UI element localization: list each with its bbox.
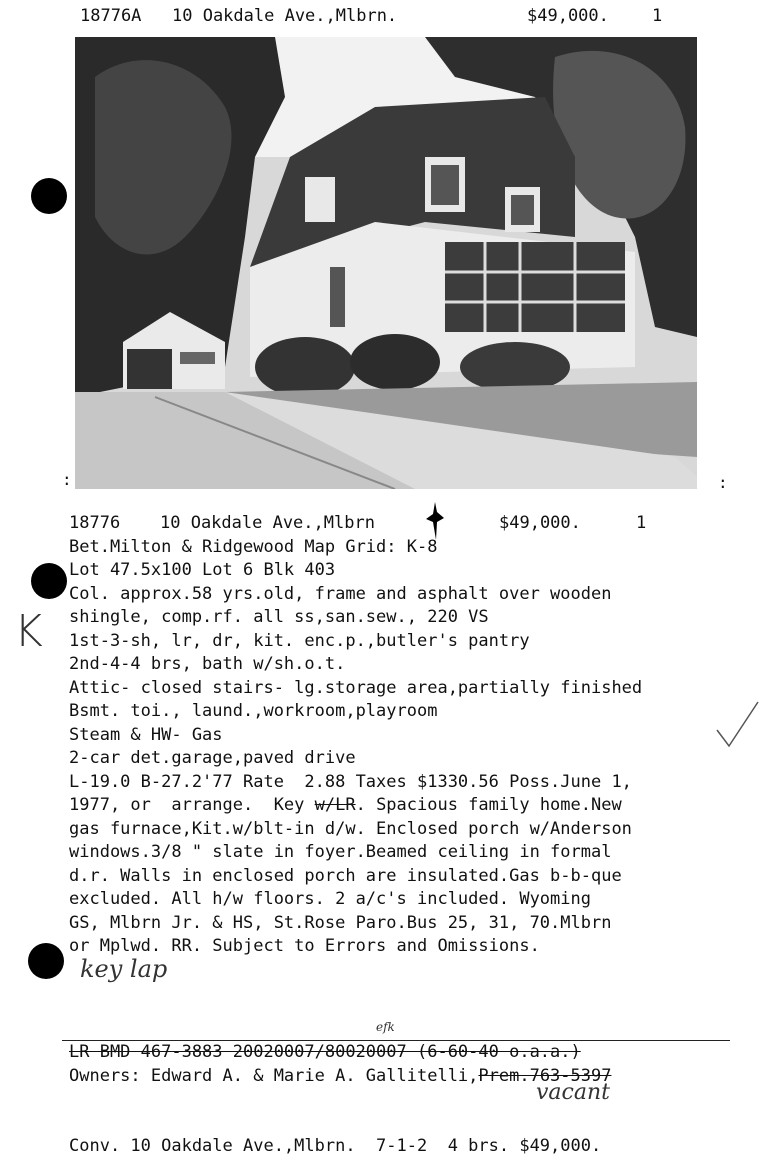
binder-hole (31, 178, 67, 214)
text-line: excluded. All h/w floors. 2 a/c's included. Wyoming (69, 889, 591, 909)
conv-line: Conv. 10 Oakdale Ave.,Mlbrn. 7-1-2 4 brs. $49,000. (69, 1136, 602, 1156)
text-line (69, 795, 622, 815)
text-line: Bet.Milton & Ridgewood Map Grid: K-8 (69, 537, 438, 557)
text-line: or Mplwd. RR. Subject to Errors and Omissions. (69, 936, 540, 956)
struck-text: w/LR (314, 795, 356, 815)
binder-hole (31, 563, 67, 599)
struck-text: Prem.763-5397 (478, 1066, 612, 1086)
house-photo (75, 37, 697, 489)
text-line: gas furnace,Kit.w/blt-in d/w. Enclosed porch w/Anderson (69, 819, 632, 839)
top-address: 10 Oakdale Ave.,Mlbrn. (172, 6, 398, 26)
text-line: 1st-3-sh, lr, dr, kit. enc.p.,butler's pantry (69, 631, 530, 651)
top-page-number: 1 (652, 6, 663, 26)
listing-number: 18776 (69, 513, 121, 533)
text-line: Attic- closed stairs- lg.storage area,partially finished (69, 678, 643, 698)
text-line: Col. approx.58 yrs.old, frame and asphalt over wooden (69, 584, 612, 604)
handwritten-k: K (14, 606, 43, 657)
top-listing-number: 18776A (80, 6, 142, 26)
listing-price: $49,000. (499, 513, 581, 533)
staple-mark (426, 502, 444, 540)
owners-line (69, 1066, 611, 1086)
text-line: d.r. Walls in enclosed porch are insulated.Gas b-b-que (69, 866, 622, 886)
handwritten-key-note: key lap (80, 955, 168, 983)
text-line: GS, Mlbrn Jr. & HS, St.Rose Paro.Bus 25, 31, 70.Mlbrn (69, 913, 612, 933)
handwritten-vacant-note: vacant (536, 1080, 610, 1105)
margin-mark: : (718, 473, 728, 492)
text-line: 2nd-4-4 brs, bath w/sh.o.t. (69, 654, 346, 674)
text-line: shingle, comp.rf. all ss,san.sew., 220 VS (69, 607, 489, 627)
text-segment: 1977, or arrange. Key (69, 795, 315, 815)
top-price: $49,000. (527, 6, 609, 26)
text-line: Bsmt. toi., laund.,workroom,playroom (69, 701, 438, 721)
listing-page-number: 1 (636, 513, 647, 533)
lr-line (69, 1042, 581, 1062)
divider (62, 1040, 730, 1041)
owners-text: Owners: Edward A. & Marie A. Gallitelli, (69, 1066, 479, 1086)
text-line: 2-car det.garage,paved drive (69, 748, 356, 768)
margin-mark: : (62, 470, 72, 489)
handwritten-initials: efk (376, 1020, 395, 1034)
text-line: Steam & HW- Gas (69, 725, 223, 745)
text-line: Lot 47.5x100 Lot 6 Blk 403 (69, 560, 336, 580)
checkmark-icon (715, 700, 760, 750)
text-line: windows.3/8 " slate in foyer.Beamed ceiling in formal (69, 842, 612, 862)
text-segment: . Spacious family home.New (355, 795, 622, 815)
text-line: L-19.0 B-27.2'77 Rate 2.88 Taxes $1330.56 Poss.June 1, (69, 772, 632, 792)
binder-hole (28, 943, 64, 979)
listing-address: 10 Oakdale Ave.,Mlbrn (160, 513, 375, 533)
struck-text: LR BMD 467-3883 20020007/80020007 (6-60-40 o.a.a.) (69, 1042, 581, 1062)
